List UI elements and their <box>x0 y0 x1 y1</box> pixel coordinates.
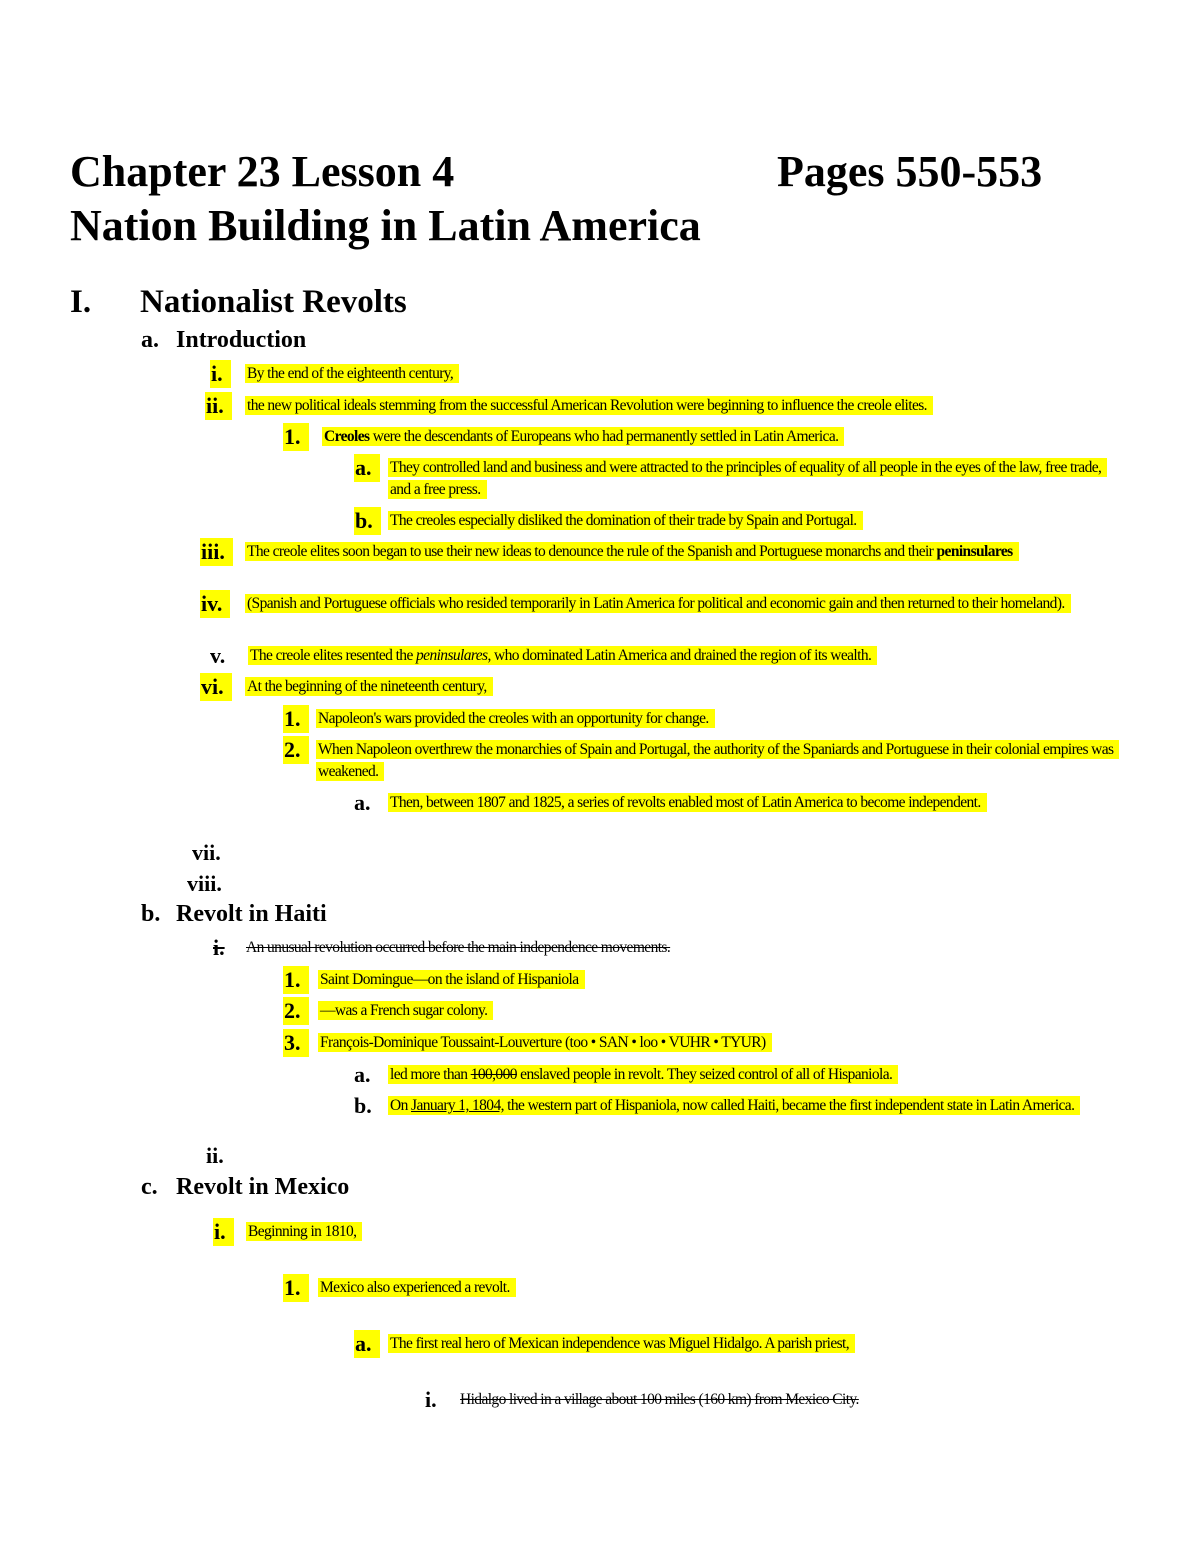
outline-text: The first real hero of Mexican independence was Miguel Hidalgo. A parish priest, <box>388 1333 855 1355</box>
outline-text: When Napoleon overthrew the monarchies of Spain and Portugal, the authority of the Spaniards and Portuguese in their colonial empires was weakened. <box>316 739 1136 783</box>
outline-marker: 1. <box>283 705 309 733</box>
outline-text: —was a French sugar colony. <box>318 1000 493 1022</box>
outline-marker: i. <box>425 1387 437 1412</box>
outline-text: An unusual revolution occurred before the main independence movements. <box>246 939 671 956</box>
outline-marker: a. <box>354 454 380 482</box>
outline-marker: 2. <box>283 736 309 764</box>
outline-marker: 1. <box>283 966 309 994</box>
bold-term: Creoles <box>324 428 370 445</box>
outline-marker: v. <box>210 643 226 668</box>
outline-marker: a. <box>354 790 371 815</box>
outline-marker: a. <box>354 1062 371 1087</box>
chapter-heading: Chapter 23 Lesson 4 <box>70 147 455 196</box>
outline-text: On January 1, 1804, the western part of Hispaniola, now called Haiti, became the first independent state in Latin America. <box>388 1095 1138 1117</box>
outline-marker: vi. <box>200 673 232 701</box>
bold-term: peninsulares <box>936 543 1013 560</box>
outline-text: led more than 100,000 enslaved people in revolt. They seized control of all of Hispaniola. <box>388 1064 898 1086</box>
outline-marker: ii. <box>206 1143 224 1168</box>
outline-text: Beginning in 1810, <box>246 1221 362 1243</box>
outline-marker: i. <box>213 935 225 960</box>
outline-marker: b. <box>354 1093 372 1118</box>
outline-text: Hidalgo lived in a village about 100 miles (160 km) from Mexico City. <box>460 1391 859 1408</box>
outline-marker: iv. <box>200 590 230 618</box>
outline-text: the new political ideals stemming from the successful American Revolution were beginning to influence the creole elites. <box>245 395 933 417</box>
outline-marker: i. <box>213 1218 234 1246</box>
outline-marker: iii. <box>200 538 233 566</box>
outline-text: (Spanish and Portuguese officials who resided temporarily in Latin America for political and economic gain and then returned to their homeland). <box>245 593 1095 615</box>
outline-text: They controlled land and business and were attracted to the principles of equality of all people in the eyes of the law, free trade, and a free press. <box>388 457 1118 501</box>
outline-marker: 1. <box>283 1274 309 1302</box>
outline-text: By the end of the eighteenth century, <box>245 363 459 385</box>
outline-marker: viii. <box>187 871 222 896</box>
outline-text: Creoles were the descendants of Europeans who had permanently settled in Latin America. <box>322 426 844 448</box>
subsection-b-title: Revolt in Haiti <box>176 901 327 927</box>
section-numeral: I. <box>70 284 92 320</box>
subsection-b-marker: b. <box>141 901 161 927</box>
subsection-c-title: Revolt in Mexico <box>176 1174 350 1200</box>
outline-text: Napoleon's wars provided the creoles with an opportunity for change. <box>316 708 715 730</box>
outline-marker: vii. <box>192 840 221 865</box>
outline-text: Mexico also experienced a revolt. <box>318 1277 516 1299</box>
outline-text: The creole elites resented the peninsulares, who dominated Latin America and drained the region of its wealth. <box>248 645 877 667</box>
outline-marker: 3. <box>283 1029 309 1057</box>
outline-text: Then, between 1807 and 1825, a series of revolts enabled most of Latin America to become independent. <box>388 792 1048 814</box>
outline-marker: 2. <box>283 997 309 1025</box>
subsection-a-title: Introduction <box>176 327 307 353</box>
section-title: Nationalist Revolts <box>140 284 407 320</box>
outline-marker: ii. <box>205 392 232 420</box>
outline-text: The creole elites soon began to use their new ideas to denounce the rule of the Spanish and Portuguese monarchs and their peninsulares <box>245 541 1125 563</box>
outline-text: At the beginning of the nineteenth century, <box>245 676 493 698</box>
outline-marker: i. <box>210 360 231 388</box>
outline-text: The creoles especially disliked the domination of their trade by Spain and Portugal. <box>388 510 863 532</box>
subsection-a-marker: a. <box>141 327 159 353</box>
outline-text: François-Dominique Toussaint-Louverture (too • SAN • loo • VUHR • TYUR) <box>318 1032 772 1054</box>
outline-marker: a. <box>354 1330 380 1358</box>
outline-marker: b. <box>354 507 381 535</box>
outline-marker: 1. <box>283 423 309 451</box>
pages-heading: Pages 550-553 <box>777 147 1043 196</box>
page-title: Nation Building in Latin America <box>70 201 701 250</box>
outline-text: Saint Domingue—on the island of Hispaniola <box>318 969 585 991</box>
subsection-c-marker: c. <box>141 1174 158 1200</box>
